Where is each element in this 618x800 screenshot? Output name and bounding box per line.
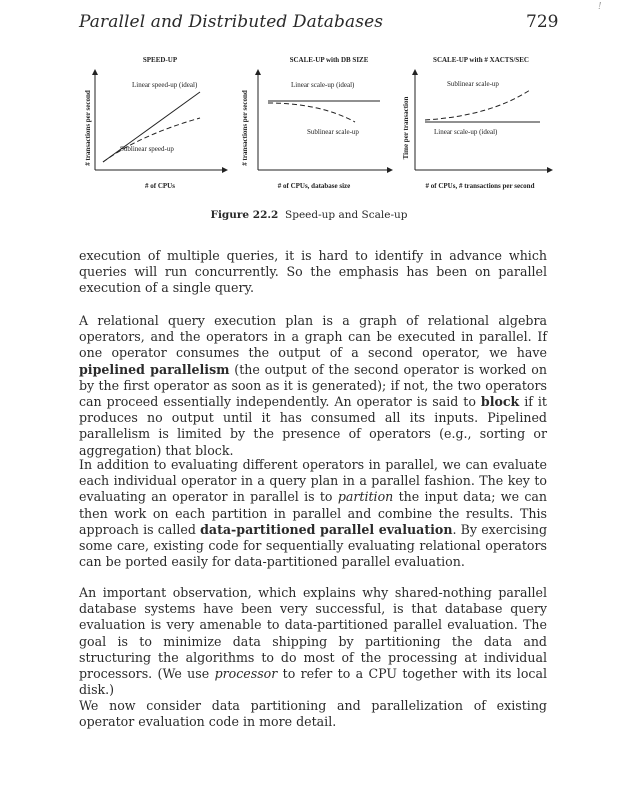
page-number: 729 xyxy=(526,12,559,32)
series-label-linear: Linear scale-up (ideal) xyxy=(434,128,498,136)
series-label-sublinear: Sublinear scale-up xyxy=(447,80,499,88)
chart-title: SCALE-UP with DB SIZE xyxy=(289,56,369,64)
series-line-sublinear xyxy=(268,103,355,122)
paragraph-5: We now consider data partitioning and parallelization of existing operator evaluation code in more detail. xyxy=(79,698,547,730)
paragraph-3 xyxy=(79,457,547,570)
paragraph-2 xyxy=(79,313,547,459)
term-partition: partition xyxy=(337,489,394,505)
text-run: if it produces no output until it has consumed all its inputs. Pipelined parallelism is limited by the presence of operators (e.g., sorting or aggregation) that block. xyxy=(79,394,547,458)
series-label-sublinear: Sublinear speed-up xyxy=(120,145,174,153)
x-axis-label: # of CPUs, # transactions per second xyxy=(425,182,535,190)
chart-scale-up-db-size xyxy=(241,56,390,190)
term-processor: processor xyxy=(214,666,278,682)
text-run: An important observation, which explains why shared-nothing parallel database systems have been very successful, is that database query evaluation is very amenable to data-partitioned parallel evaluation. The goal is to minimize data shipping by partitioning the data and structuring the algorithms to do most of the processing at individual processors. (We use xyxy=(79,585,547,682)
series-line-sublinear xyxy=(425,90,530,120)
text-run: . By exercising some care, existing code for sequentially evaluating relational operators can be ported easily for data-partitioned parallel evaluation. xyxy=(79,521,548,570)
term-block: block xyxy=(480,394,520,410)
text-run: In addition to evaluating different operators in parallel, we can evaluate each individual operator in a query plan in a parallel fashion. The key to evaluating an operator in parallel is to xyxy=(79,457,547,505)
text-run: the input data; we can then work on each partition in parallel and combine the results. This approach is called xyxy=(79,489,547,537)
text-run: (the output of the second operator is worked on by the first operator as soon as it is generated); if not, the two operators can proceed essentially independently. An operator is said to xyxy=(79,361,547,410)
text-run: to refer to a CPU together with its local disk.) xyxy=(79,666,548,698)
x-axis-label: # of CPUs xyxy=(145,182,175,190)
paragraph-4 xyxy=(79,585,547,698)
y-axis-label: # transactions per second xyxy=(241,90,249,166)
series-label-linear: Linear speed-up (ideal) xyxy=(132,81,198,89)
term-pipelined-parallelism: pipelined parallelism xyxy=(79,361,230,377)
series-label-sublinear: Sublinear scale-up xyxy=(307,128,359,136)
chart-speed-up xyxy=(84,56,225,190)
running-header: Parallel and Distributed Databases xyxy=(79,12,384,32)
figure-label: Figure 22.2 xyxy=(210,209,279,221)
paragraph-1: execution of multiple queries, it is hard to identify in advance which queries will run concurrently. So the emphasis has been on parallel execution of a single query. xyxy=(79,248,547,296)
figure-caption-text: Speed-up and Scale-up xyxy=(285,209,408,221)
chart-scale-up-xacts xyxy=(402,56,550,190)
x-axis-label: # of CPUs, database size xyxy=(277,182,351,190)
series-label-linear: Linear scale-up (ideal) xyxy=(291,81,355,89)
term-data-partitioned: data-partitioned parallel evaluation xyxy=(200,521,453,537)
corner-mark: ! xyxy=(598,2,602,12)
series-line-sublinear xyxy=(103,118,200,162)
figure-22-2 xyxy=(0,50,618,225)
chart-title: SCALE-UP with # XACTS/SEC xyxy=(433,56,529,64)
text-run: A relational query execution plan is a graph of relational algebra operators, and the operators in a graph can be executed in parallel. If one operator consumes the output of a second operator, we have xyxy=(79,313,547,361)
y-axis-label: # transactions per second xyxy=(84,90,92,166)
figure-caption xyxy=(0,209,618,221)
chart-title: SPEED-UP xyxy=(142,56,178,64)
figure-svg xyxy=(0,50,618,200)
y-axis-label: Time per transaction xyxy=(402,96,410,160)
